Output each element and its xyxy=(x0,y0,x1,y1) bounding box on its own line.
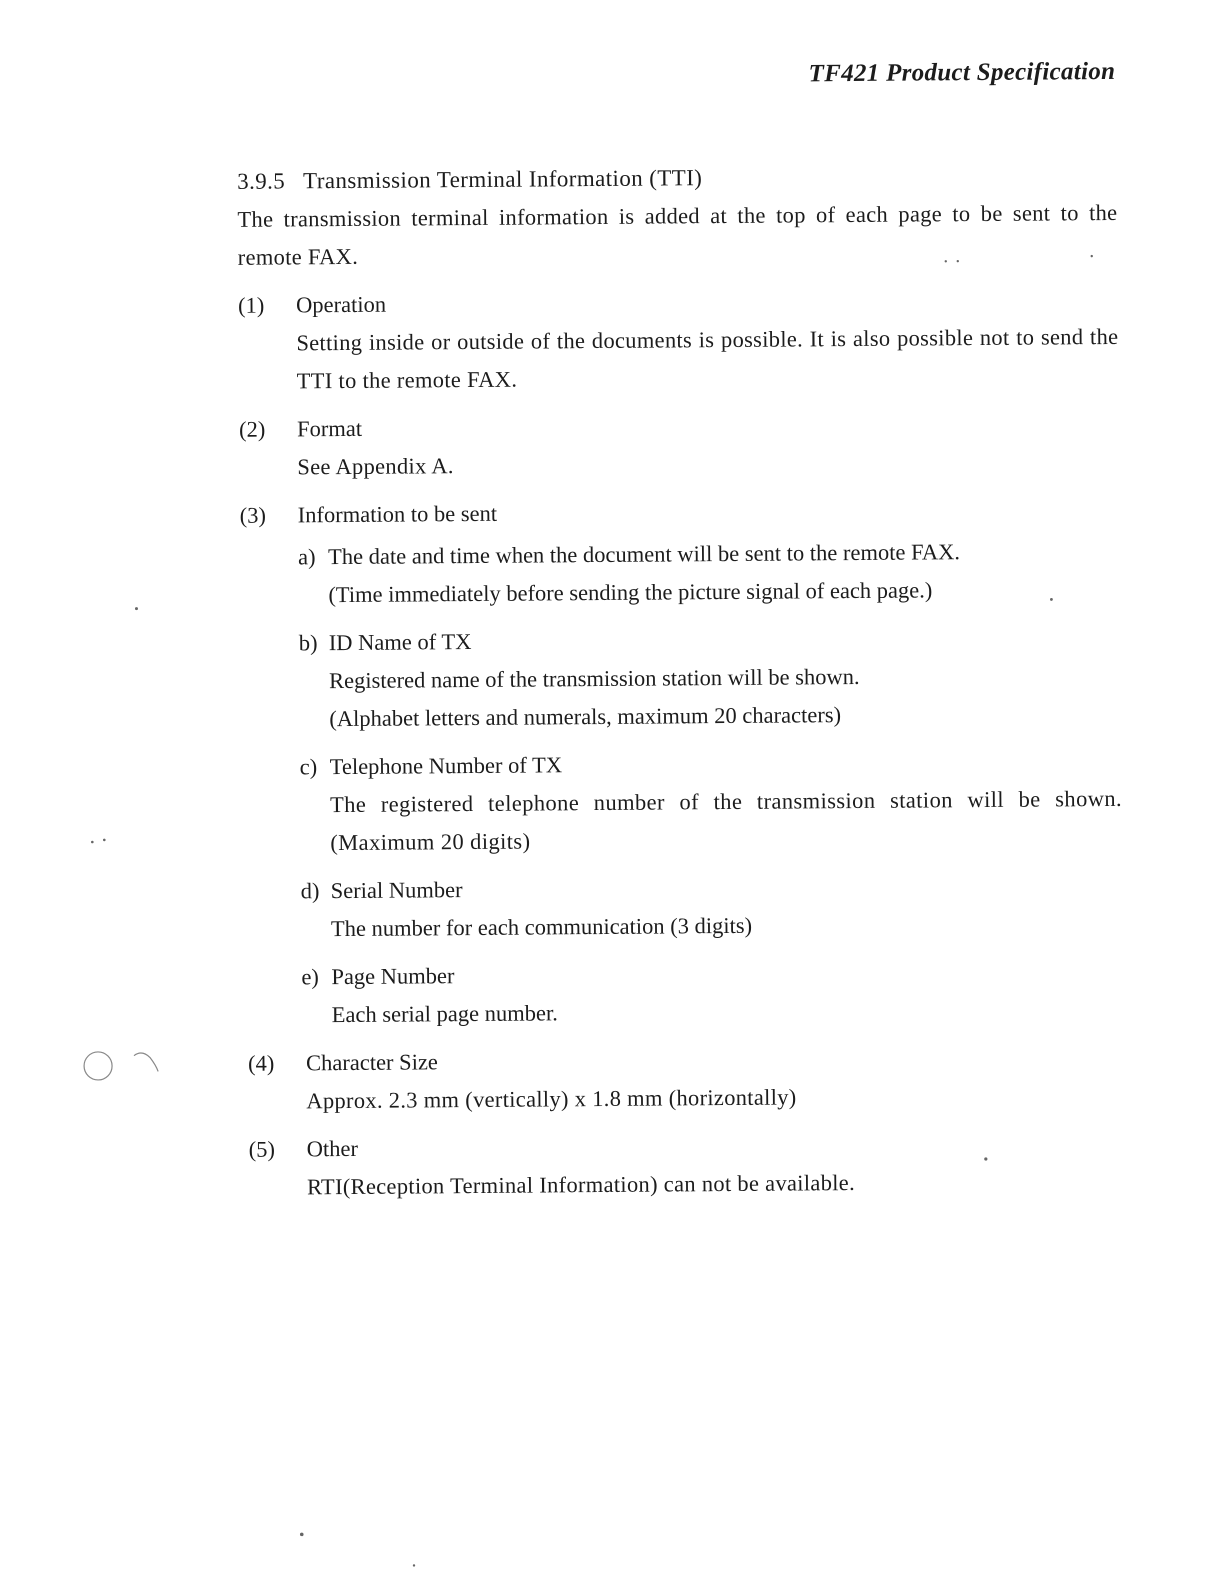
section-intro: The transmission terminal information is added at the top of each page to be sent to the remote FAX. xyxy=(237,199,1118,270)
item-operation xyxy=(238,280,1119,401)
sub-item-line: The registered telephone number of the transmission station will be shown.(Maximum 20 digits) xyxy=(329,785,1123,856)
item-title: Character Size xyxy=(305,1049,438,1076)
item-title: Format xyxy=(296,415,363,442)
section-title: Transmission Terminal Information (TTI) xyxy=(303,165,703,194)
item-description: RTI(Reception Terminal Information) can not be available. xyxy=(306,1170,856,1200)
item-format xyxy=(239,404,1120,487)
sub-item-title: The date and time when the document will be sent to the remote FAX. xyxy=(327,539,961,570)
sub-item-date-time xyxy=(298,532,1121,614)
item-number: (2) xyxy=(238,416,266,442)
item-title: Other xyxy=(306,1135,359,1162)
sub-item-letter: e) xyxy=(301,964,319,990)
sub-item-letter: d) xyxy=(300,878,320,904)
section-body xyxy=(237,156,1125,1217)
item-other xyxy=(249,1124,1126,1207)
sub-item-title: Telephone Number of TX xyxy=(329,752,563,780)
scan-speck xyxy=(134,1053,158,1072)
scan-speck xyxy=(91,841,94,844)
sub-item-line: The number for each communication (3 digits) xyxy=(330,912,753,942)
sub-item-id-name xyxy=(299,618,1122,738)
item-number: (3) xyxy=(239,502,267,528)
sub-item-letter: a) xyxy=(297,544,316,570)
item-character-size xyxy=(248,1038,1125,1121)
sub-item-line: Registered name of the transmission station will be shown. xyxy=(328,663,860,694)
sub-item-title: Page Number xyxy=(331,963,455,990)
sub-item-line: Each serial page number. xyxy=(331,1000,558,1028)
item-information-to-be-sent xyxy=(240,490,1124,1035)
sub-item-serial-number xyxy=(301,866,1124,948)
sub-item-letter: b) xyxy=(298,630,318,656)
scan-speck xyxy=(135,607,138,610)
scan-speck xyxy=(300,1533,304,1537)
running-header: TF421 Product Specification xyxy=(808,57,1116,88)
item-number: (5) xyxy=(248,1136,276,1162)
sub-item-page-number xyxy=(301,952,1124,1034)
item-description: See Appendix A. xyxy=(297,453,454,480)
scan-speck xyxy=(413,1564,415,1566)
item-number: (1) xyxy=(238,292,265,318)
item-description: Approx. 2.3 mm (vertically) x 1.8 mm (horizontally) xyxy=(306,1084,797,1114)
item-description: Setting inside or outside of the documents is possible. It is also possible not to send the TTI to the remote FAX. xyxy=(296,323,1119,394)
scan-speck xyxy=(103,839,106,842)
item-number: (4) xyxy=(247,1050,275,1076)
item-title: Information to be sent xyxy=(297,500,498,528)
item-title: Operation xyxy=(296,291,387,318)
sub-item-title: Serial Number xyxy=(330,877,463,904)
sub-item-telephone-number xyxy=(300,742,1123,862)
sub-item-line: (Time immediately before sending the picture signal of each page.) xyxy=(328,577,933,608)
sub-item-title: ID Name of TX xyxy=(328,629,472,656)
scan-speck xyxy=(84,1052,112,1080)
sub-item-letter: c) xyxy=(299,754,318,780)
section-number: 3.9.5 xyxy=(237,168,286,194)
sub-item-line: (Alphabet letters and numerals, maximum 20 characters) xyxy=(329,702,842,732)
